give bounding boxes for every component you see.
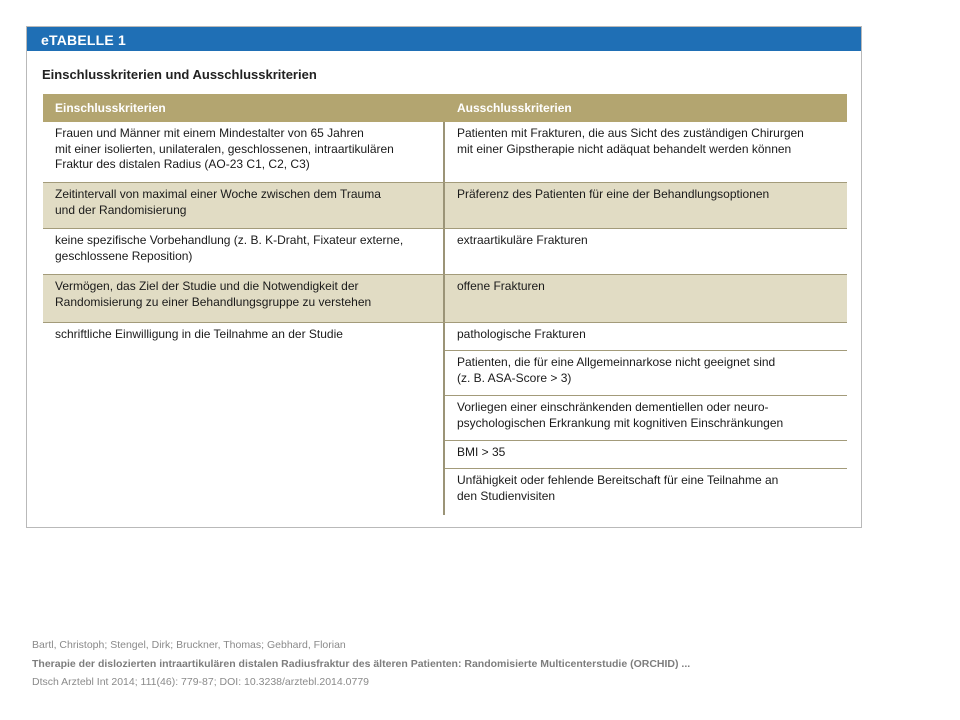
table-row [43, 323, 847, 515]
exclusion-cell: offene Frakturen [457, 279, 545, 293]
inclusion-cell: Frauen und Männer mit einem Mindestalter von 65 Jahren mit einer isolierten, unilateralen, geschlossenen, intraartikulären Fraktur des distalen Radius (AO-23 C1, C2, C3) [43, 122, 445, 182]
exclusion-cell: extraartikuläre Frakturen [457, 233, 588, 247]
authors-line: Bartl, Christoph; Stengel, Dirk; Bruckner, Thomas; Gebhard, Florian [32, 639, 346, 651]
exclusion-cell: Patienten mit Frakturen, die aus Sicht des zuständigen Chirurgen mit einer Gipstherapie nicht adäquat behandelt werden können [457, 126, 804, 156]
table-row [43, 183, 847, 229]
exclusion-cell: Präferenz des Patienten für eine der Behandlungsoptionen [457, 187, 770, 201]
inclusion-cell: Zeitintervall von maximal einer Woche zwischen dem Trauma und der Randomisierung [43, 183, 445, 228]
header-exclusion: Ausschlusskriterien [457, 101, 572, 115]
table-header [43, 94, 847, 122]
table-row [43, 229, 847, 275]
table-figure [26, 26, 862, 528]
criteria-table [43, 94, 847, 515]
inclusion-cell: keine spezifische Vorbehandlung (z. B. K-Draht, Fixateur externe, geschlossene Reposition) [43, 229, 445, 274]
table-title: Einschlusskriterien und Ausschlusskriterien [42, 67, 317, 82]
citation-footer [32, 636, 690, 692]
inclusion-cell: Vermögen, das Ziel der Studie und die Notwendigkeit der Randomisierung zu einer Behandlungsgruppe zu verstehen [43, 275, 445, 322]
table-row [43, 122, 847, 183]
table-row [43, 275, 847, 323]
exclusion-stack [445, 323, 847, 515]
exclusion-cell: Vorliegen einer einschränkenden dementiellen oder neuro- psychologischen Erkrankung mit kognitiven Einschränkungen [445, 396, 847, 441]
exclusion-cell: Patienten, die für eine Allgemeinnarkose nicht geeignet sind (z. B. ASA-Score > 3) [445, 351, 847, 396]
article-title-line: Therapie der dislozierten intraartikulären distalen Radiusfraktur des älteren Patienten: Randomisierte Multicenterstudie (ORCHID) ... [32, 657, 691, 670]
exclusion-cell: Unfähigkeit oder fehlende Bereitschaft für eine Teilnahme an den Studienvisiten [457, 473, 779, 503]
header-inclusion: Einschlusskriterien [55, 101, 166, 115]
exclusion-cell: BMI > 35 [445, 441, 847, 469]
table-label-banner: eTABELLE 1 [27, 27, 861, 51]
inclusion-cell: schriftliche Einwilligung in die Teilnahme an der Studie [43, 323, 445, 515]
exclusion-cell: pathologische Frakturen [445, 323, 847, 351]
citation-line: Dtsch Arztebl Int 2014; 111(46): 779-87; DOI: 10.3238/arztebl.2014.0779 [32, 676, 369, 688]
